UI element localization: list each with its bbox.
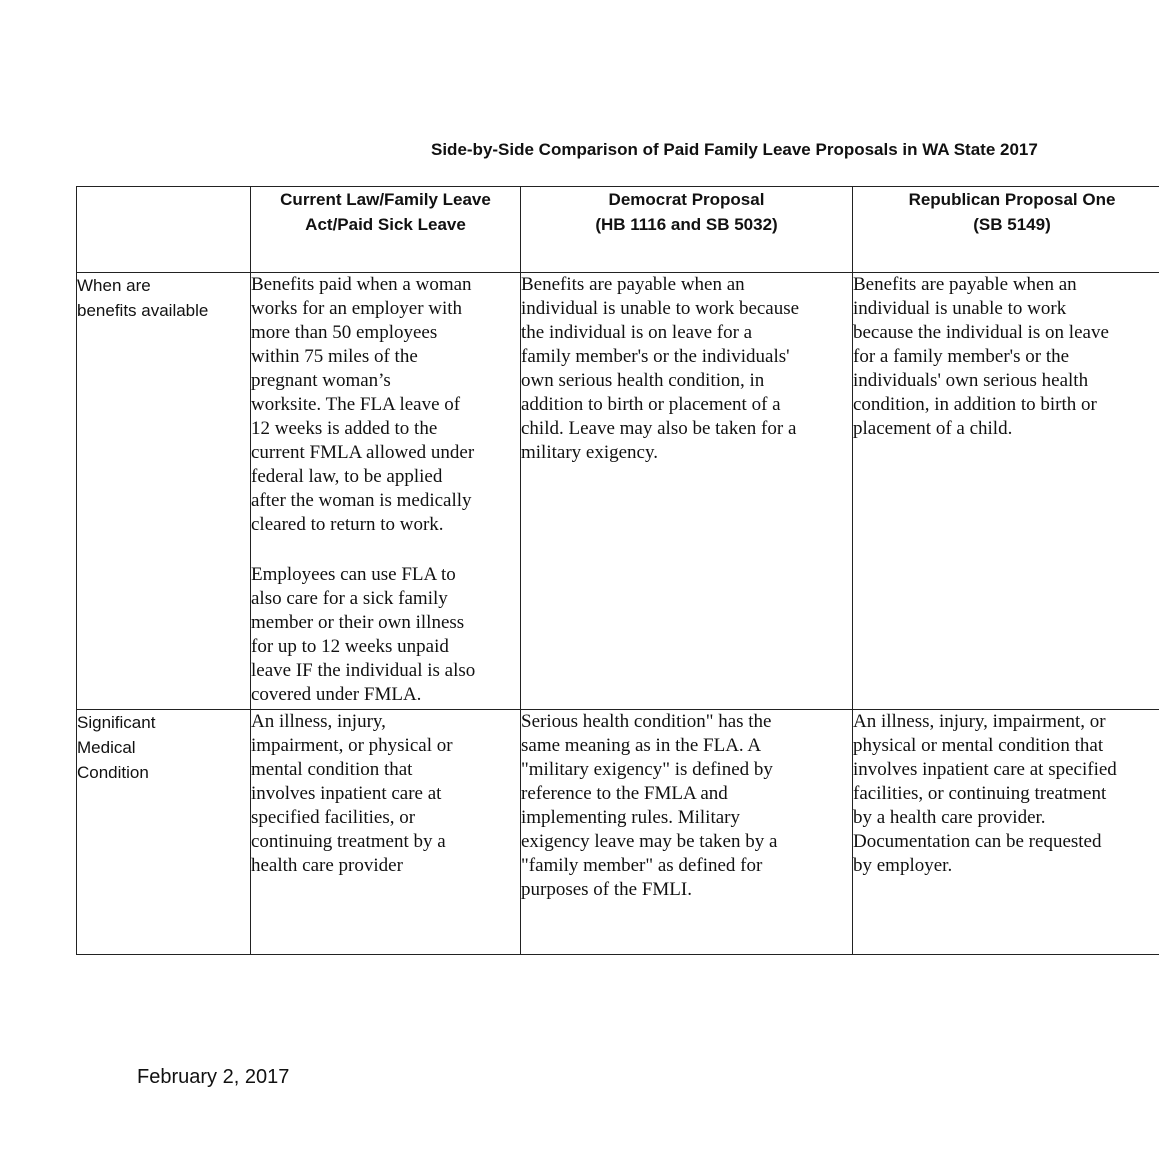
text-line: implementing rules. Military — [521, 807, 740, 828]
text-line: individuals' own serious health — [853, 370, 1089, 391]
text-line: specified facilities, or — [251, 807, 416, 828]
label-line: Medical — [77, 738, 136, 757]
text-line: military exigency. — [521, 442, 658, 463]
header-line: (SB 5149) — [973, 215, 1051, 234]
text-line: federal law, to be applied — [251, 466, 443, 487]
header-line: Act/Paid Sick Leave — [305, 215, 466, 234]
text-line: Employees can use FLA to — [251, 564, 456, 585]
header-current-law — [251, 187, 521, 273]
text-line: for up to 12 weeks unpaid — [251, 636, 449, 657]
cell-current-law-benefits — [251, 273, 521, 710]
text-line: more than 50 employees — [251, 322, 438, 343]
header-democrat-proposal — [521, 187, 853, 273]
text-line: condition, in addition to birth or — [853, 394, 1097, 415]
text-line: leave IF the individual is also — [251, 660, 476, 681]
text-line: by a health care provider. — [853, 807, 1046, 828]
document-title: Side-by-Side Comparison of Paid Family Leave Proposals in WA State 2017 — [431, 140, 1038, 159]
cell-republican-medical — [853, 710, 1159, 955]
header-line: Democrat Proposal — [608, 190, 765, 209]
label-line: Condition — [77, 763, 149, 782]
text-line: within 75 miles of the — [251, 346, 418, 367]
header-blank-cell — [77, 187, 251, 273]
cell-democrat-medical — [521, 710, 853, 955]
text-line: addition to birth or placement of a — [521, 394, 781, 415]
text-line: involves inpatient care at specified — [853, 759, 1117, 780]
text-line: because the individual is on leave — [853, 322, 1109, 343]
paragraph-gap — [251, 537, 520, 563]
text-line: An illness, injury, impairment, or — [853, 711, 1106, 732]
text-line: Documentation can be requested — [853, 831, 1102, 852]
text-line: health care provider — [251, 855, 403, 876]
text-line: child. Leave may also be taken for a — [521, 418, 797, 439]
table-row-benefits-available — [77, 273, 1159, 710]
header-line: (HB 1116 and SB 5032) — [595, 215, 778, 234]
text-line: "military exigency" is defined by — [521, 759, 773, 780]
text-line: impairment, or physical or — [251, 735, 453, 756]
header-line: Current Law/Family Leave — [280, 190, 491, 209]
text-line: by employer. — [853, 855, 953, 876]
text-line: works for an employer with — [251, 298, 463, 319]
text-line: covered under FMLA. — [251, 684, 422, 705]
text-line: member or their own illness — [251, 612, 465, 633]
table-header-row — [77, 187, 1159, 273]
label-line: When are — [77, 276, 151, 295]
text-line: An illness, injury, — [251, 711, 386, 732]
text-line: Benefits are payable when an — [521, 274, 745, 295]
header-line: Republican Proposal One — [908, 190, 1116, 209]
text-line: also care for a sick family — [251, 588, 448, 609]
text-line: mental condition that — [251, 759, 413, 780]
text-line: continuing treatment by a — [251, 831, 446, 852]
text-line: facilities, or continuing treatment — [853, 783, 1107, 804]
cell-republican-benefits — [853, 273, 1159, 710]
text-line: individual is unable to work — [853, 298, 1067, 319]
text-line: Benefits paid when a woman — [251, 274, 472, 295]
row-label-medical — [77, 710, 251, 955]
text-line: individual is unable to work because — [521, 298, 800, 319]
text-line: family member's or the individuals' — [521, 346, 790, 367]
text-line: cleared to return to work. — [251, 514, 444, 535]
text-line: same meaning as in the FLA. A — [521, 735, 762, 756]
text-line: the individual is on leave for a — [521, 322, 753, 343]
header-republican-proposal — [853, 187, 1159, 273]
text-line: current FMLA allowed under — [251, 442, 475, 463]
text-line: Benefits are payable when an — [853, 274, 1077, 295]
text-line: after the woman is medically — [251, 490, 472, 511]
text-line: purposes of the FMLI. — [521, 879, 692, 900]
text-line: reference to the FMLA and — [521, 783, 728, 804]
text-line: own serious health condition, in — [521, 370, 765, 391]
row-label-benefits — [77, 273, 251, 710]
text-line: Serious health condition" has the — [521, 711, 772, 732]
text-line: involves inpatient care at — [251, 783, 442, 804]
cell-democrat-benefits — [521, 273, 853, 710]
label-line: benefits available — [77, 301, 209, 320]
text-line: pregnant woman’s — [251, 370, 391, 391]
text-line: placement of a child. — [853, 418, 1013, 439]
text-line: worksite. The FLA leave of — [251, 394, 461, 415]
comparison-table — [76, 186, 1159, 955]
text-line: exigency leave may be taken by a — [521, 831, 778, 852]
text-line: for a family member's or the — [853, 346, 1070, 367]
footer-date: February 2, 2017 — [137, 1066, 290, 1088]
table-row-significant-medical-condition — [77, 710, 1159, 955]
text-line: "family member" as defined for — [521, 855, 763, 876]
text-line: 12 weeks is added to the — [251, 418, 438, 439]
label-line: Significant — [77, 713, 156, 732]
cell-current-law-medical — [251, 710, 521, 955]
text-line: physical or mental condition that — [853, 735, 1104, 756]
